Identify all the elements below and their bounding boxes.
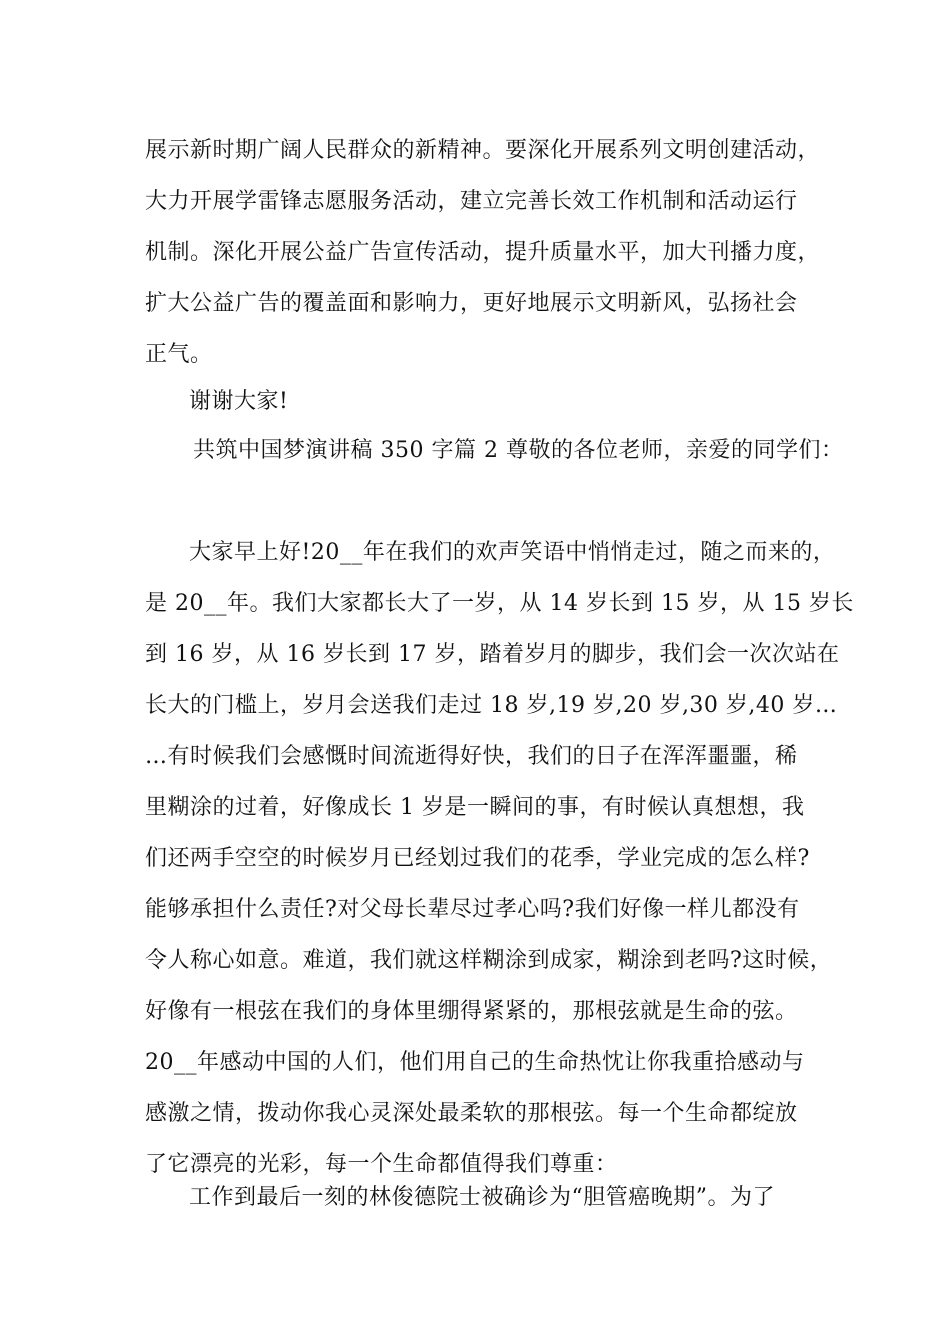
speech-heading <box>145 425 844 476</box>
text-line: 大家早上好!20__年在我们的欢声笑语中悄悄走过，随之而来的， <box>189 540 836 565</box>
thanks-text: 谢谢大家! <box>189 389 289 414</box>
text-line: 长大的门槛上，岁月会送我们走过 18 岁,19 岁,20 岁,30 岁,40 岁… <box>145 693 838 718</box>
text-line: 是 20__年。我们大家都长大了一岁，从 14 岁长到 15 岁，从 15 岁长 <box>145 591 854 616</box>
text-line: 到 16 岁，从 16 岁长到 17 岁，踏着岁月的脚步，我们会一次次站在 <box>145 642 840 667</box>
paragraph-lin-junde <box>145 1172 825 1223</box>
text-line: 20__年感动中国的人们，他们用自己的生命热忱让你我重拾感动与 <box>145 1050 805 1075</box>
paragraph-civilization <box>145 125 825 380</box>
text-line: 里糊涂的过着，好像成长 1 岁是一瞬间的事，有时候认真想想，我 <box>145 795 805 820</box>
text-line: …有时候我们会感慨时间流逝得好快，我们的日子在浑浑噩噩，稀 <box>145 744 798 769</box>
closing-thanks <box>145 376 825 427</box>
text-line: 大力开展学雷锋志愿服务活动，建立完善长效工作机制和活动运行 <box>145 189 798 214</box>
text-line: 展示新时期广阔人民群众的新精神。要深化开展系列文明创建活动， <box>145 138 821 163</box>
text-line: 能够承担什么责任?对父母长辈尽过孝心吗?我们好像一样儿都没有 <box>145 897 800 922</box>
paragraph-growing-up <box>145 527 854 1190</box>
text-line: 机制。深化开展公益广告宣传活动，提升质量水平，加大刊播力度， <box>145 240 821 265</box>
heading-text: 共筑中国梦演讲稿 350 字篇 2 尊敬的各位老师，亲爱的同学们： <box>193 438 844 463</box>
text-line: 感激之情，拨动你我心灵深处最柔软的那根弦。每一个生命都绽放 <box>145 1101 798 1126</box>
text-line: 正气。 <box>145 342 213 367</box>
text-line: 们还两手空空的时候岁月已经划过我们的花季，学业完成的怎么样? <box>145 846 810 871</box>
text-line: 令人称心如意。难道，我们就这样糊涂到成家，糊涂到老吗?这时候， <box>145 948 833 973</box>
text-line: 了它漂亮的光彩，每一个生命都值得我们尊重： <box>145 1152 618 1177</box>
text-line: 好像有一根弦在我们的身体里绷得紧紧的，那根弦就是生命的弦。 <box>145 999 798 1024</box>
text-line: 扩大公益广告的覆盖面和影响力，更好地展示文明新风，弘扬社会 <box>145 291 798 316</box>
text-line: 工作到最后一刻的林俊德院士被确诊为“胆管癌晚期”。为了 <box>189 1185 775 1210</box>
